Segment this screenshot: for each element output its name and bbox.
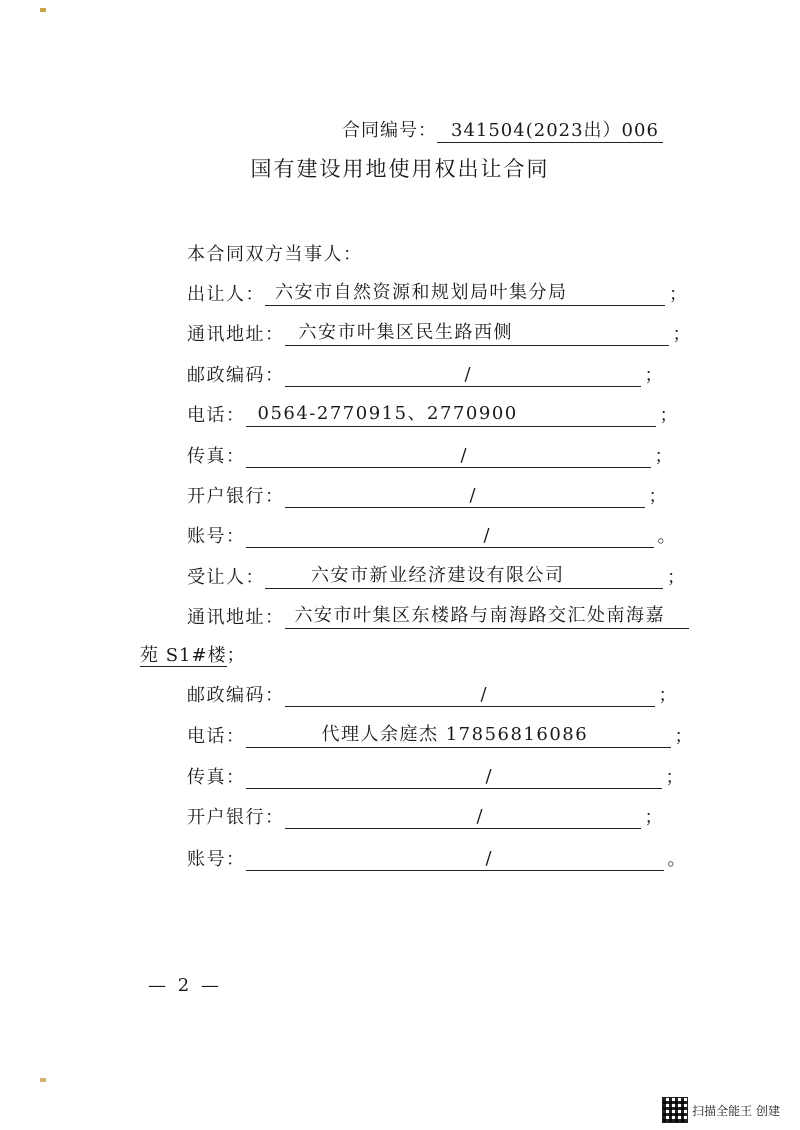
scanner-brand-text: 扫描全能王 创建 <box>692 1103 780 1118</box>
semicolon: ； <box>654 446 674 467</box>
transferor-account-label: 账号： <box>187 526 246 547</box>
transferee-fax-label: 传真： <box>187 767 246 788</box>
transferee-address-continuation <box>140 641 246 667</box>
semicolon: ； <box>659 405 679 426</box>
page-number: — 2 — <box>148 975 222 996</box>
transferee-address-value: 六安市叶集区东楼路与南海路交汇处南海嘉 <box>294 605 665 626</box>
transferor-account-row <box>187 522 677 548</box>
transferor-phone-value: 0564-2770915、2770900 <box>257 403 518 424</box>
contract-number-value: 341504(2023出）006 <box>437 116 663 143</box>
semicolon: ； <box>674 726 694 747</box>
transferor-value: 六安市自然资源和规划局叶集分局 <box>275 282 568 303</box>
semicolon: ； <box>672 324 692 345</box>
transferee-address-row <box>187 603 689 629</box>
transferor-postcode-field <box>285 364 641 387</box>
scan-speck <box>40 1078 46 1082</box>
transferor-fax-field <box>246 445 651 468</box>
semicolon: ； <box>669 284 689 305</box>
transferee-phone-field <box>246 725 671 748</box>
transferor-address-row <box>187 320 692 346</box>
transferee-fax-field <box>246 766 662 789</box>
transferee-bank-value: / <box>476 806 485 827</box>
transferee-bank-row <box>187 803 664 829</box>
transferee-phone-row <box>187 722 694 748</box>
semicolon: ； <box>644 365 664 386</box>
transferee-postcode-row <box>187 681 678 707</box>
transferor-postcode-row <box>187 361 664 387</box>
transferee-phone-value: 代理人余庭杰 17856816086 <box>321 724 589 745</box>
transferor-phone-label: 电话： <box>187 405 246 426</box>
transferee-value: 六安市新业经济建设有限公司 <box>311 565 565 586</box>
transferee-address-label: 通讯地址： <box>187 607 285 628</box>
transferee-postcode-label: 邮政编码： <box>187 685 285 706</box>
transferee-postcode-field <box>285 684 655 707</box>
transferor-bank-value: / <box>469 485 478 506</box>
transferor-label: 出让人： <box>187 284 265 305</box>
intro-text: 本合同双方当事人： <box>187 244 363 265</box>
transferee-account-row <box>187 845 687 871</box>
transferor-fax-value: / <box>460 445 469 466</box>
semicolon: ； <box>667 567 687 588</box>
transferee-account-value: / <box>485 848 494 869</box>
transferee-fax-row <box>187 763 685 789</box>
transferor-fax-label: 传真： <box>187 446 246 467</box>
transferor-field <box>265 283 665 306</box>
transferor-address-value: 六安市叶集区民生路西侧 <box>298 322 513 343</box>
transferee-label: 受让人： <box>187 567 265 588</box>
scan-speck <box>40 8 46 12</box>
transferor-postcode-value: / <box>464 364 473 385</box>
intro-line <box>187 240 363 266</box>
transferee-address-cont: 苑 S1#楼 <box>140 645 227 666</box>
transferee-account-field <box>246 848 664 871</box>
transferor-postcode-label: 邮政编码： <box>187 365 285 386</box>
transferor-bank-row <box>187 482 668 508</box>
contract-number-label: 合同编号： <box>342 120 437 141</box>
transferee-phone-label: 电话： <box>187 726 246 747</box>
qr-code-icon <box>662 1097 688 1123</box>
contract-number <box>342 116 663 143</box>
document-title: 国有建设用地使用权出让合同 <box>250 157 550 181</box>
transferor-address-field <box>285 323 669 346</box>
transferee-bank-label: 开户银行： <box>187 807 285 828</box>
transferee-account-label: 账号： <box>187 849 246 870</box>
semicolon: ； <box>226 645 246 666</box>
semicolon: ； <box>648 486 668 507</box>
transferor-phone-row <box>187 401 679 427</box>
semicolon: ； <box>665 767 685 788</box>
period: 。 <box>657 526 677 547</box>
transferee-address-field <box>285 606 689 629</box>
scanner-watermark <box>662 1097 780 1123</box>
semicolon: ； <box>644 807 664 828</box>
transferee-field <box>265 566 663 589</box>
transferor-fax-row <box>187 442 674 468</box>
transferor-account-value: / <box>483 525 492 546</box>
period: 。 <box>667 849 687 870</box>
semicolon: ； <box>658 685 678 706</box>
transferee-row <box>187 563 687 589</box>
transferor-address-label: 通讯地址： <box>187 324 285 345</box>
transferor-bank-label: 开户银行： <box>187 486 285 507</box>
transferor-account-field <box>246 525 654 548</box>
transferor-row <box>187 280 689 306</box>
transferee-fax-value: / <box>485 766 494 787</box>
transferor-phone-field <box>246 404 656 427</box>
transferee-bank-field <box>285 806 641 829</box>
transferor-bank-field <box>285 485 645 508</box>
transferee-postcode-value: / <box>480 684 489 705</box>
